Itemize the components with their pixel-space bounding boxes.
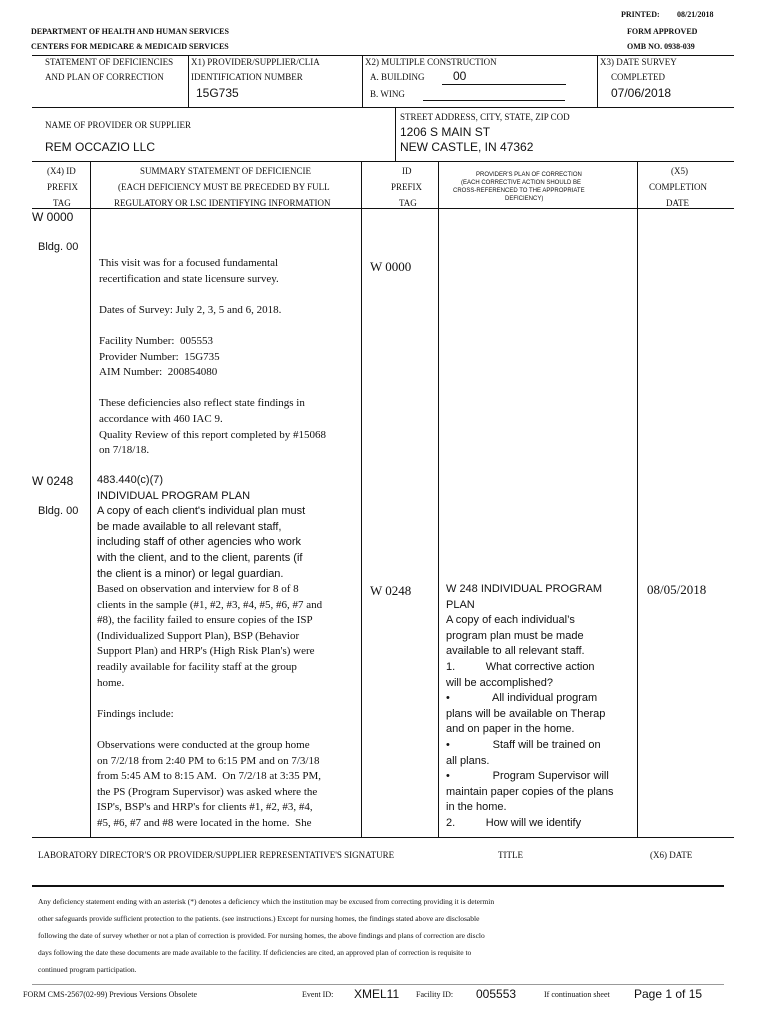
summary-statement-1	[99, 256, 326, 459]
plan-line: and on paper in the home.	[446, 723, 575, 736]
x1-label: X1) PROVIDER/SUPPLIER/CLIA	[191, 57, 320, 67]
summary-line: on 7/2/18 from 2:40 PM to 6:15 PM and on 7/3/18	[97, 754, 320, 767]
rule	[32, 161, 734, 162]
footer-rule	[32, 984, 724, 985]
plan-header-3: CROSS-REFERENCED TO THE APPROPRIATE	[453, 188, 585, 194]
centers-title: CENTERS FOR MEDICARE & MEDICAID SERVICES	[31, 42, 229, 51]
statement-label: STATEMENT OF DEFICIENCIES	[45, 57, 174, 67]
id-header-2: PREFIX	[391, 182, 423, 192]
page-number: Page 1 of 15	[634, 987, 703, 1001]
summary-line: recertification and state licensure survey.	[99, 272, 279, 285]
summary-statement-2	[97, 582, 322, 832]
summary-line: Quality Review of this report completed by #15068	[99, 428, 326, 441]
summary-header-1: SUMMARY STATEMENT OF DEFICIENCIE	[140, 166, 312, 176]
omb-number: OMB NO. 0938-039	[627, 42, 695, 51]
plan-line: program plan must be made	[446, 629, 584, 642]
regulation-line: including staff of other agencies who work	[97, 536, 302, 549]
id-prefix-2: W 0248	[370, 583, 412, 598]
regulation-line: A copy of each client's individual plan must	[97, 505, 306, 518]
disclaimer-line: Any deficiency statement ending with an asterisk (*) denotes a deficiency which the institution may be excused from correcting providing it is determin	[38, 897, 495, 906]
regulation-line: the client is a minor) or legal guardian.	[97, 567, 284, 580]
x4-header-3: TAG	[53, 198, 71, 208]
summary-line: Based on observation and interview for 8 of 8	[97, 583, 299, 595]
plan-of-correction-2	[446, 582, 614, 832]
plan-line: in the home.	[446, 801, 507, 814]
address-line1: 1206 S MAIN ST	[400, 125, 491, 139]
prefix-tag-1: W 0000	[32, 210, 74, 224]
summary-line: Facility Number: 005553	[99, 334, 213, 347]
form-approved: FORM APPROVED	[627, 27, 698, 36]
regulation-line: 483.440(c)(7)	[97, 474, 164, 486]
plan-header-2: (EACH CORRECTIVE ACTION SHOULD BE	[461, 180, 582, 186]
wing-underline	[423, 100, 565, 101]
plan-line: PLAN	[446, 598, 475, 611]
summary-line: Dates of Survey: July 2, 3, 5 and 6, 2018.	[99, 303, 282, 316]
id-header-3: TAG	[399, 198, 417, 208]
building-value: 00	[453, 69, 467, 83]
x4-header-1: (X4) ID	[47, 166, 76, 176]
signature-label: LABORATORY DIRECTOR'S OR PROVIDER/SUPPLIER REPRESENTATIVE'S SIGNATURE	[38, 850, 395, 860]
summary-line: from 5:45 AM to 8:15 AM. On 7/2/18 at 3:35 PM,	[97, 770, 321, 783]
x3-sub-label: COMPLETED	[611, 72, 665, 82]
summary-line	[99, 318, 326, 334]
provider-name-label: NAME OF PROVIDER OR SUPPLIER	[45, 120, 192, 130]
summary-line: #8), the facility failed to ensure copies of the ISP	[97, 614, 313, 627]
summary-header-2: (EACH DEFICIENCY MUST BE PRECEDED BY FULL	[118, 182, 330, 192]
form-number: FORM CMS-2567(02-99) Previous Versions Obsolete	[23, 990, 198, 999]
survey-date-value: 07/06/2018	[611, 86, 672, 100]
x5-header-2: COMPLETION	[649, 182, 707, 192]
summary-line: #5, #6, #7 and #8 were located in the home. She	[97, 816, 312, 829]
provider-name-value: REM OCCAZIO LLC	[45, 140, 156, 154]
summary-line: Support Plan) and HRP's (High Risk Plan's) were	[97, 645, 315, 658]
building-label: A. BUILDING	[370, 72, 425, 82]
regulation-text	[97, 473, 305, 582]
rule	[362, 55, 363, 108]
event-id-label: Event ID:	[302, 990, 334, 999]
rule	[395, 107, 396, 161]
event-id-value: XMEL11	[354, 987, 400, 1001]
rule	[438, 161, 439, 837]
disclaimer	[38, 893, 494, 978]
department-title: DEPARTMENT OF HEALTH AND HUMAN SERVICES	[31, 27, 229, 36]
summary-line: home.	[97, 676, 125, 689]
plan-line: plans will be available on Therap	[446, 707, 606, 720]
rule	[32, 208, 734, 209]
plan-line: W 248 INDIVIDUAL PROGRAM	[446, 583, 603, 595]
rule	[188, 55, 189, 108]
regulation-line: INDIVIDUAL PROGRAM PLAN	[97, 489, 251, 502]
plan-line: available to all relevant staff.	[446, 645, 585, 658]
x2-label: X2) MULTIPLE CONSTRUCTION	[365, 57, 497, 67]
plan-line: • Staff will be trained on	[446, 738, 601, 751]
id-header-1: ID	[402, 166, 412, 176]
facility-id-value: 005553	[476, 987, 517, 1001]
plan-line: • All individual program	[446, 692, 598, 705]
summary-line: accordance with 460 IAC 9.	[99, 412, 223, 425]
disclaimer-line: continued program participation.	[38, 965, 137, 974]
summary-line: on 7/18/18.	[99, 444, 150, 457]
rule	[32, 837, 734, 838]
plan-line: A copy of each individual’s	[446, 614, 575, 627]
plan-line: will be accomplished?	[446, 676, 553, 689]
address-label: STREET ADDRESS, CITY, STATE, ZIP COD	[400, 112, 570, 122]
rule	[32, 107, 734, 108]
summary-line: Findings include:	[97, 707, 174, 720]
address-line2: NEW CASTLE, IN 47362	[400, 140, 534, 154]
plan-of-correction-label: AND PLAN OF CORRECTION	[45, 72, 164, 82]
plan-header-4: DEFICIENCY)	[505, 196, 544, 202]
rule	[361, 161, 362, 837]
building-tag-2: Bldg. 00	[38, 505, 79, 517]
facility-id-label: Facility ID:	[416, 990, 454, 999]
summary-header-3: REGULATORY OR LSC IDENTIFYING INFORMATION	[114, 198, 331, 208]
printed-label: PRINTED:	[621, 10, 660, 19]
building-underline	[442, 84, 566, 85]
wing-label: B. WING	[370, 89, 405, 99]
provider-id-value: 15G735	[196, 86, 239, 100]
signature-rule	[32, 885, 724, 887]
rule	[637, 161, 638, 837]
x5-header-3: DATE	[666, 198, 689, 208]
plan-line: • Program Supervisor will	[446, 770, 609, 783]
plan-line: maintain paper copies of the plans	[446, 785, 614, 798]
summary-line: readily available for facility staff at the group	[97, 660, 297, 673]
summary-line	[97, 722, 322, 738]
summary-line: AIM Number: 200854080	[99, 366, 218, 379]
regulation-line: with the client, and to the client, parents (if	[97, 551, 303, 564]
x5-header-1: (X5)	[671, 166, 688, 176]
summary-line: Observations were conducted at the group home	[97, 738, 310, 751]
title-label: TITLE	[498, 850, 523, 860]
summary-line: Provider Number: 15G735	[99, 350, 220, 363]
rule	[32, 55, 734, 56]
printed-date: 08/21/2018	[677, 10, 714, 19]
building-tag-1: Bldg. 00	[38, 241, 79, 253]
disclaimer-line: days following the date these documents are made available to the facility. If deficiencies are cited, an approved plan of correction is requisite to	[38, 948, 472, 957]
id-prefix-1: W 0000	[370, 259, 412, 274]
completion-date-2: 08/05/2018	[647, 582, 707, 597]
summary-line: the PS (Program Supervisor) was asked where the	[97, 785, 318, 798]
regulation-line: be made available to all relevant staff,	[97, 520, 282, 533]
summary-line: ISP's, BSP's and HRP's for clients #1, #2, #3, #4,	[97, 801, 313, 814]
summary-line	[99, 381, 326, 397]
summary-line: This visit was for a focused fundamental	[99, 257, 279, 269]
disclaimer-line: following the date of survey whether or not a plan of correction is provided. For nursing homes, the above findings and plans of correction are disclo	[38, 931, 485, 940]
x3-label: X3) DATE SURVEY	[600, 57, 677, 67]
summary-line	[97, 691, 322, 707]
x1-sub-label: IDENTIFICATION NUMBER	[191, 72, 303, 82]
summary-line: clients in the sample (#1, #2, #3, #4, #5, #6, #7 and	[97, 598, 323, 611]
rule	[90, 161, 91, 837]
plan-line: 2. How will we identify	[446, 816, 582, 829]
summary-line: (Individualized Support Plan), BSP (Behavior	[97, 629, 300, 642]
plan-line: 1. What corrective action	[446, 660, 595, 673]
plan-header-1: PROVIDER'S PLAN OF CORRECTION	[476, 172, 582, 178]
x4-header-2: PREFIX	[47, 182, 79, 192]
prefix-tag-2: W 0248	[32, 474, 74, 488]
disclaimer-line: other safeguards provide sufficient protection to the patients. (see instructions.) Except for nursing homes, the findings stated above are disclosable	[38, 914, 480, 923]
summary-line: These deficiencies also reflect state findings in	[99, 397, 305, 410]
continuation-label: If continuation sheet	[544, 990, 610, 999]
rule	[597, 55, 598, 108]
plan-line: all plans.	[446, 754, 490, 767]
summary-line	[99, 287, 326, 303]
date-label: (X6) DATE	[650, 850, 693, 860]
